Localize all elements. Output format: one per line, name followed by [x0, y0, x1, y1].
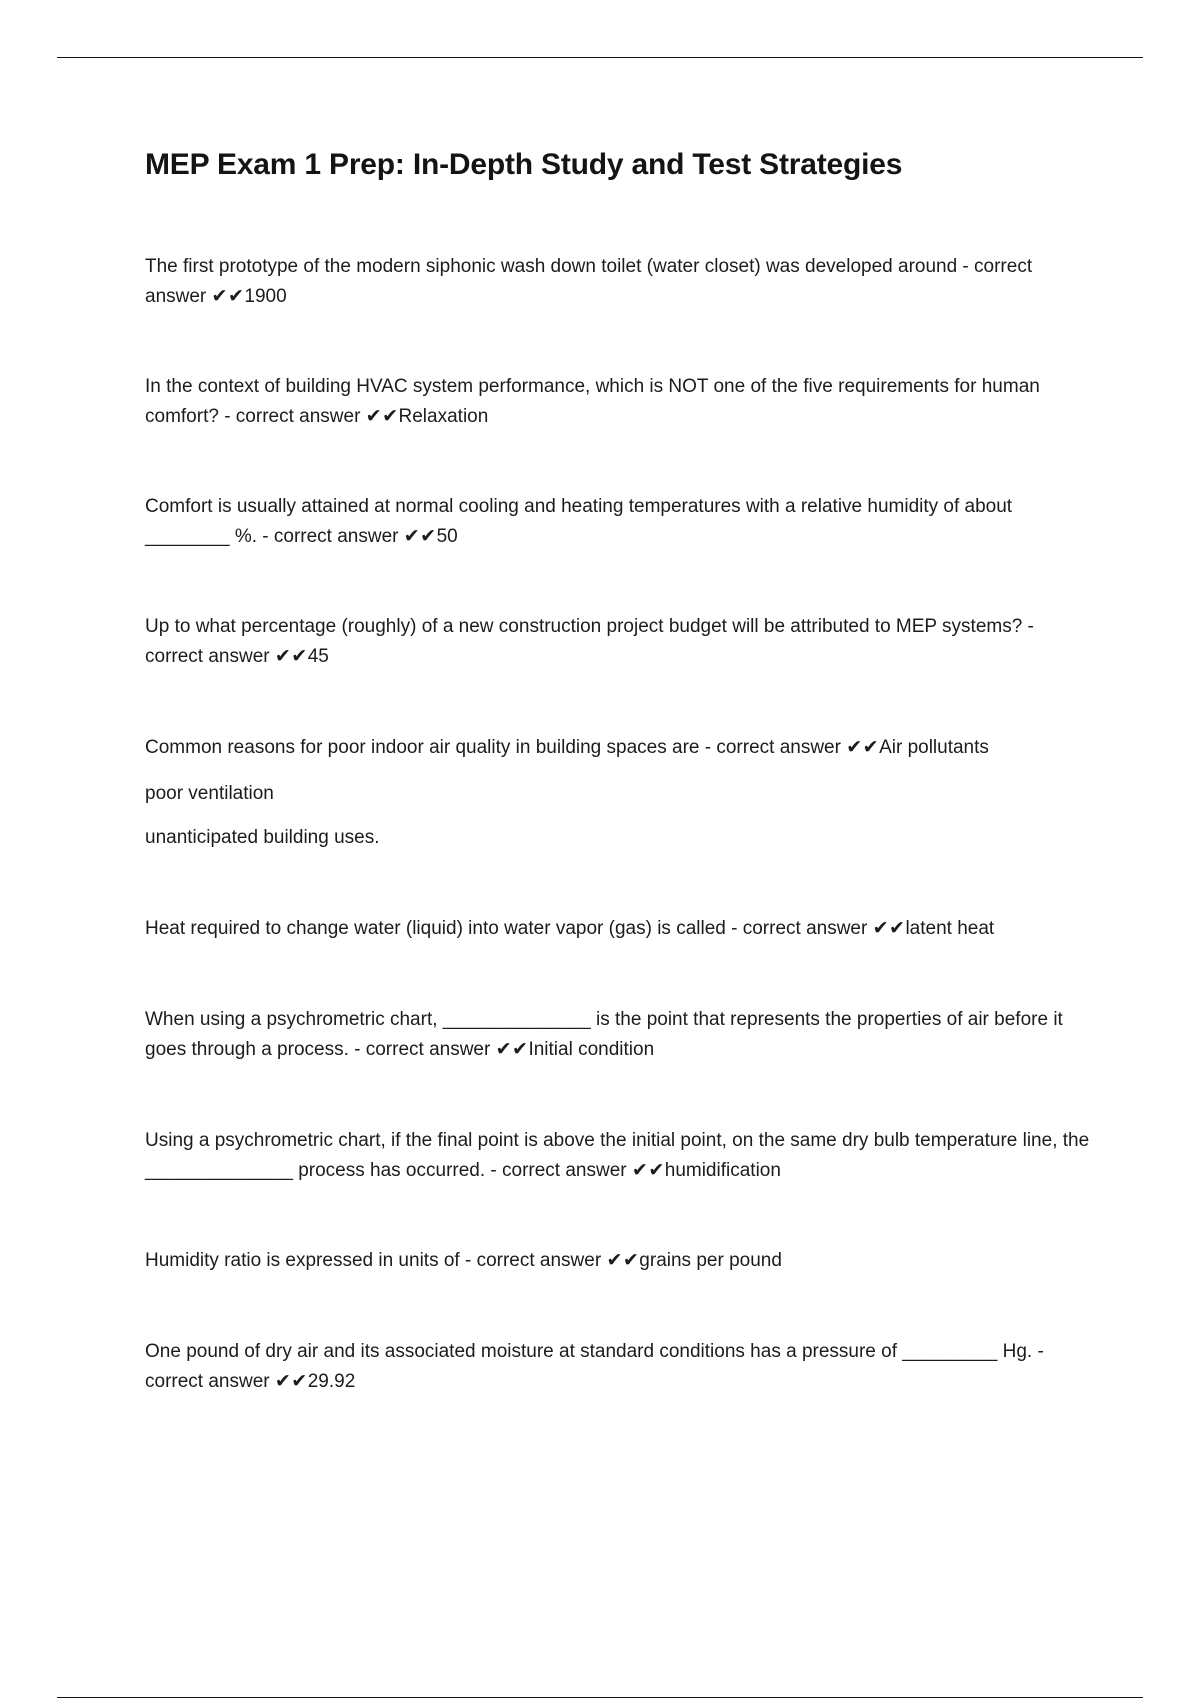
qa-item-1 — [145, 252, 1090, 312]
answer-line-2: poor ventilation — [145, 783, 274, 804]
answer-text: latent heat — [905, 918, 995, 939]
answer-text: humidification — [664, 1160, 781, 1181]
qa-text — [145, 1337, 1090, 1397]
check-marks-icon: ✔✔ — [631, 1160, 665, 1181]
answer-line-3: unanticipated building uses. — [145, 827, 380, 848]
qa-item-3 — [145, 492, 1090, 552]
check-marks-icon: ✔✔ — [365, 406, 399, 427]
answer-text: 50 — [436, 526, 458, 547]
answer-text: grains per pound — [639, 1250, 782, 1271]
answer-text: Initial condition — [528, 1039, 655, 1060]
qa-text — [145, 733, 1090, 763]
qa-text — [145, 252, 1090, 312]
question-text: In the context of building HVAC system performance, which is NOT one of the five requirements for human comfort? - correct answer — [145, 376, 1040, 427]
question-text: Humidity ratio is expressed in units of - correct answer — [145, 1250, 607, 1271]
qa-item-6 — [145, 914, 1090, 944]
check-marks-icon: ✔✔ — [403, 526, 437, 547]
answer-text: 29.92 — [307, 1371, 356, 1392]
question-text: Heat required to change water (liquid) into water vapor (gas) is called - correct answer — [145, 918, 873, 939]
check-marks-icon: ✔✔ — [274, 646, 308, 667]
qa-text — [145, 914, 1090, 944]
check-marks-icon: ✔✔ — [211, 286, 245, 307]
question-text: Up to what percentage (roughly) of a new construction project budget will be attributed to MEP systems? - correct answer — [145, 616, 1034, 667]
qa-text — [145, 492, 1090, 552]
check-marks-icon: ✔✔ — [846, 737, 880, 758]
qa-item-8 — [145, 1126, 1090, 1186]
answer-text: Relaxation — [398, 406, 489, 427]
qa-item-7 — [145, 1005, 1090, 1065]
question-text: When using a psychrometric chart, ______________ is the point that represents the properties of air before it goes through a process. - correct answer — [145, 1009, 1063, 1060]
answer-text: 1900 — [244, 286, 287, 307]
question-text: The first prototype of the modern siphonic wash down toilet (water closet) was developed around - correct answer — [145, 256, 1033, 307]
qa-text — [145, 612, 1090, 672]
bottom-rule — [57, 1697, 1143, 1698]
question-text: Comfort is usually attained at normal cooling and heating temperatures with a relative humidity of about ________ %. - correct answer — [145, 496, 1013, 547]
qa-item-4 — [145, 612, 1090, 672]
question-text: Using a psychrometric chart, if the final point is above the initial point, on the same dry bulb temperature line, the ______________ process has occurred. - correct answer — [145, 1130, 1090, 1181]
qa-text — [145, 1126, 1090, 1186]
qa-item-2 — [145, 372, 1090, 432]
check-marks-icon: ✔✔ — [606, 1250, 640, 1271]
answer-text: Air pollutants — [879, 737, 989, 758]
question-text: One pound of dry air and its associated moisture at standard conditions has a pressure of _________ Hg. - correct answer — [145, 1341, 1044, 1392]
qa-text — [145, 1246, 1090, 1276]
check-marks-icon: ✔✔ — [274, 1371, 308, 1392]
page-title: MEP Exam 1 Prep: In-Depth Study and Test Strategies — [145, 148, 903, 181]
qa-item-10 — [145, 1337, 1090, 1397]
question-text: Common reasons for poor indoor air quality in building spaces are - correct answer — [145, 737, 847, 758]
qa-text — [145, 372, 1090, 432]
top-rule — [57, 57, 1143, 58]
qa-text — [145, 1005, 1090, 1065]
check-marks-icon: ✔✔ — [495, 1039, 529, 1060]
qa-item-5 — [145, 733, 1090, 853]
check-marks-icon: ✔✔ — [872, 918, 906, 939]
qa-item-9 — [145, 1246, 1090, 1276]
answer-text: 45 — [307, 646, 329, 667]
